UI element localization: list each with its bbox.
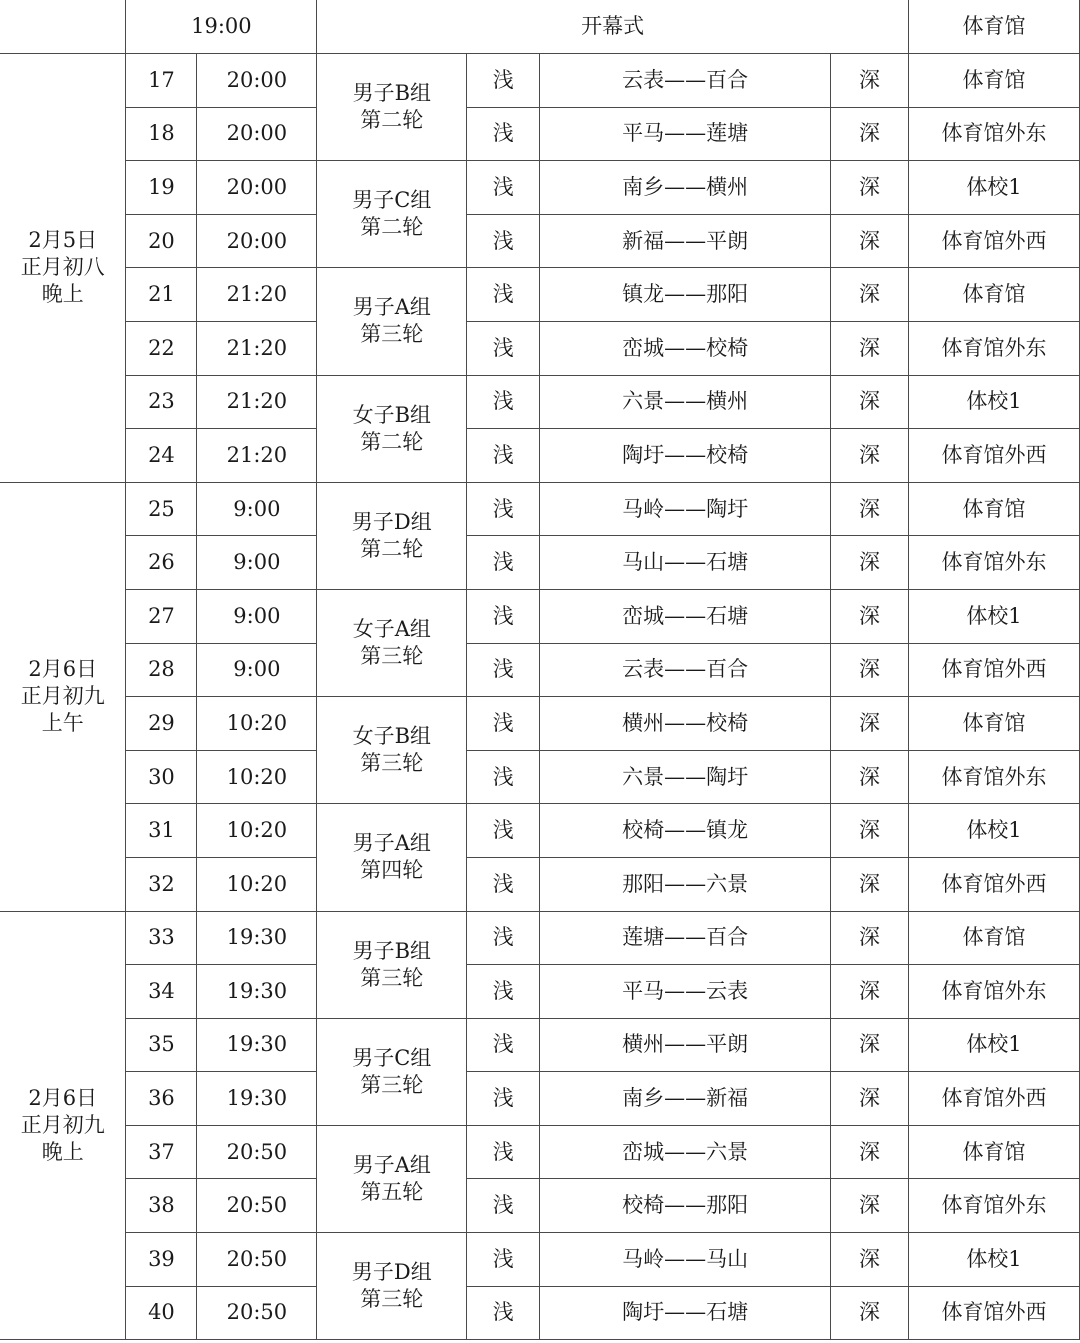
dark-jersey-mark: 深 xyxy=(831,375,909,429)
light-jersey-mark: 浅 xyxy=(467,1233,540,1287)
venue-cell: 体育馆 xyxy=(909,482,1080,536)
group-round-line: 第二轮 xyxy=(360,108,424,133)
group-round-cell xyxy=(317,1018,467,1125)
date-line: 晚上 xyxy=(41,282,84,307)
match-number: 35 xyxy=(126,1018,197,1072)
group-round-cell xyxy=(317,54,467,161)
dark-jersey-mark: 深 xyxy=(831,589,909,643)
venue-cell: 体育馆外东 xyxy=(909,107,1080,161)
dark-jersey-mark: 深 xyxy=(831,54,909,108)
match-time: 10:20 xyxy=(197,750,317,804)
light-jersey-mark: 浅 xyxy=(467,1018,540,1072)
dark-jersey-mark: 深 xyxy=(831,643,909,697)
light-jersey-mark: 浅 xyxy=(467,965,540,1019)
dark-jersey-mark: 深 xyxy=(831,482,909,536)
match-number: 21 xyxy=(126,268,197,322)
match-number: 36 xyxy=(126,1072,197,1126)
match-number: 18 xyxy=(126,107,197,161)
light-jersey-mark: 浅 xyxy=(467,214,540,268)
teams-cell: 平马——云表 xyxy=(540,965,831,1019)
match-time: 20:00 xyxy=(197,161,317,215)
group-round-line: 第三轮 xyxy=(360,751,424,776)
dark-jersey-mark: 深 xyxy=(831,161,909,215)
match-row xyxy=(0,804,1080,858)
match-time: 20:00 xyxy=(197,214,317,268)
venue-cell: 体育馆 xyxy=(909,54,1080,108)
light-jersey-mark: 浅 xyxy=(467,536,540,590)
match-time: 19:30 xyxy=(197,965,317,1019)
group-round-line: 第四轮 xyxy=(360,858,424,883)
group-round-line: 女子B组 xyxy=(352,402,432,427)
venue-cell: 体育馆外西 xyxy=(909,429,1080,483)
teams-cell: 那阳——六景 xyxy=(540,857,831,911)
dark-jersey-mark: 深 xyxy=(831,804,909,858)
teams-cell: 陶圩——校椅 xyxy=(540,429,831,483)
match-time: 20:50 xyxy=(197,1125,317,1179)
light-jersey-mark: 浅 xyxy=(467,321,540,375)
venue-cell: 体校1 xyxy=(909,375,1080,429)
match-row xyxy=(0,911,1080,965)
match-time: 20:00 xyxy=(197,54,317,108)
venue-cell: 体育馆外西 xyxy=(909,214,1080,268)
teams-cell: 校椅——镇龙 xyxy=(540,804,831,858)
match-number: 38 xyxy=(126,1179,197,1233)
venue-cell: 体育馆外东 xyxy=(909,965,1080,1019)
date-line: 晚上 xyxy=(41,1139,84,1164)
group-round-line: 男子A组 xyxy=(352,831,431,856)
group-round-line: 第三轮 xyxy=(360,1287,424,1312)
group-round-line: 男子D组 xyxy=(351,509,432,534)
light-jersey-mark: 浅 xyxy=(467,1072,540,1126)
dark-jersey-mark: 深 xyxy=(831,1233,909,1287)
teams-cell: 马岭——马山 xyxy=(540,1233,831,1287)
match-number: 23 xyxy=(126,375,197,429)
dark-jersey-mark: 深 xyxy=(831,857,909,911)
group-round-cell xyxy=(317,804,467,911)
group-round-line: 男子A组 xyxy=(352,1152,431,1177)
group-round-line: 男子B组 xyxy=(352,81,432,106)
date-cell xyxy=(0,482,126,911)
teams-cell: 六景——横州 xyxy=(540,375,831,429)
date-line: 2月6日 xyxy=(28,1085,98,1110)
match-number: 24 xyxy=(126,429,197,483)
light-jersey-mark: 浅 xyxy=(467,697,540,751)
match-number: 17 xyxy=(126,54,197,108)
match-number: 25 xyxy=(126,482,197,536)
match-row xyxy=(0,54,1080,108)
group-round-line: 男子D组 xyxy=(351,1260,432,1285)
venue-cell: 体育馆外西 xyxy=(909,1072,1080,1126)
match-time: 10:20 xyxy=(197,857,317,911)
teams-cell: 六景——陶圩 xyxy=(540,750,831,804)
venue-cell: 体育馆 xyxy=(909,1125,1080,1179)
date-line: 正月初九 xyxy=(20,1112,105,1137)
light-jersey-mark: 浅 xyxy=(467,643,540,697)
dark-jersey-mark: 深 xyxy=(831,429,909,483)
dark-jersey-mark: 深 xyxy=(831,750,909,804)
group-round-cell xyxy=(317,1233,467,1340)
venue-cell: 体育馆外西 xyxy=(909,643,1080,697)
venue-cell: 体育馆外西 xyxy=(909,1286,1080,1340)
group-round-line: 男子A组 xyxy=(352,295,431,320)
match-number: 30 xyxy=(126,750,197,804)
match-row xyxy=(0,643,1080,697)
match-number: 19 xyxy=(126,161,197,215)
match-time: 21:20 xyxy=(197,375,317,429)
teams-cell: 峦城——六景 xyxy=(540,1125,831,1179)
light-jersey-mark: 浅 xyxy=(467,911,540,965)
match-number: 26 xyxy=(126,536,197,590)
dark-jersey-mark: 深 xyxy=(831,1125,909,1179)
header-row xyxy=(0,0,1080,54)
light-jersey-mark: 浅 xyxy=(467,375,540,429)
dark-jersey-mark: 深 xyxy=(831,1072,909,1126)
dark-jersey-mark: 深 xyxy=(831,107,909,161)
light-jersey-mark: 浅 xyxy=(467,268,540,322)
match-time: 20:00 xyxy=(197,107,317,161)
group-round-cell xyxy=(317,375,467,482)
match-row xyxy=(0,1286,1080,1340)
match-time: 20:50 xyxy=(197,1286,317,1340)
match-time: 9:00 xyxy=(197,589,317,643)
group-round-line: 第三轮 xyxy=(360,965,424,990)
header-venue: 体育馆 xyxy=(909,0,1080,54)
date-cell xyxy=(0,911,126,1340)
date-line: 上午 xyxy=(41,711,84,736)
match-row xyxy=(0,589,1080,643)
match-number: 27 xyxy=(126,589,197,643)
teams-cell: 云表——百合 xyxy=(540,643,831,697)
venue-cell: 体育馆外东 xyxy=(909,1179,1080,1233)
date-line: 2月5日 xyxy=(28,228,98,253)
dark-jersey-mark: 深 xyxy=(831,1018,909,1072)
match-row xyxy=(0,1179,1080,1233)
group-round-cell xyxy=(317,268,467,375)
match-time: 20:50 xyxy=(197,1233,317,1287)
venue-cell: 体育馆外西 xyxy=(909,857,1080,911)
venue-cell: 体育馆 xyxy=(909,911,1080,965)
match-number: 31 xyxy=(126,804,197,858)
teams-cell: 莲塘——百合 xyxy=(540,911,831,965)
teams-cell: 镇龙——那阳 xyxy=(540,268,831,322)
match-row xyxy=(0,697,1080,751)
group-round-line: 女子A组 xyxy=(352,617,431,642)
group-round-line: 女子B组 xyxy=(352,724,432,749)
group-round-line: 第二轮 xyxy=(360,536,424,561)
match-row xyxy=(0,214,1080,268)
dark-jersey-mark: 深 xyxy=(831,536,909,590)
match-row xyxy=(0,375,1080,429)
header-blank-cell xyxy=(0,0,126,54)
teams-cell: 峦城——校椅 xyxy=(540,321,831,375)
venue-cell: 体育馆外东 xyxy=(909,536,1080,590)
venue-cell: 体校1 xyxy=(909,589,1080,643)
match-row xyxy=(0,1125,1080,1179)
venue-cell: 体校1 xyxy=(909,1233,1080,1287)
group-round-cell xyxy=(317,1125,467,1232)
date-line: 2月6日 xyxy=(28,657,98,682)
teams-cell: 平马——莲塘 xyxy=(540,107,831,161)
match-number: 39 xyxy=(126,1233,197,1287)
venue-cell: 体育馆外东 xyxy=(909,321,1080,375)
light-jersey-mark: 浅 xyxy=(467,750,540,804)
match-row xyxy=(0,965,1080,1019)
group-round-line: 男子C组 xyxy=(352,188,432,213)
venue-cell: 体校1 xyxy=(909,804,1080,858)
match-time: 10:20 xyxy=(197,697,317,751)
group-round-line: 第三轮 xyxy=(360,322,424,347)
teams-cell: 峦城——石塘 xyxy=(540,589,831,643)
light-jersey-mark: 浅 xyxy=(467,804,540,858)
group-round-cell xyxy=(317,589,467,696)
dark-jersey-mark: 深 xyxy=(831,268,909,322)
match-number: 37 xyxy=(126,1125,197,1179)
venue-cell: 体育馆 xyxy=(909,697,1080,751)
match-row xyxy=(0,536,1080,590)
teams-cell: 陶圩——石塘 xyxy=(540,1286,831,1340)
light-jersey-mark: 浅 xyxy=(467,1125,540,1179)
header-event: 开幕式 xyxy=(317,0,909,54)
group-round-line: 男子C组 xyxy=(352,1045,432,1070)
group-round-line: 第二轮 xyxy=(360,429,424,454)
match-row xyxy=(0,107,1080,161)
match-row xyxy=(0,1233,1080,1287)
group-round-line: 第二轮 xyxy=(360,215,424,240)
date-cell xyxy=(0,54,126,483)
match-row xyxy=(0,429,1080,483)
match-time: 9:00 xyxy=(197,482,317,536)
match-time: 10:20 xyxy=(197,804,317,858)
light-jersey-mark: 浅 xyxy=(467,1179,540,1233)
group-round-cell xyxy=(317,911,467,1018)
match-number: 20 xyxy=(126,214,197,268)
group-round-cell xyxy=(317,697,467,804)
group-round-line: 第三轮 xyxy=(360,1072,424,1097)
dark-jersey-mark: 深 xyxy=(831,1179,909,1233)
match-row xyxy=(0,161,1080,215)
match-row xyxy=(0,857,1080,911)
header-time: 19:00 xyxy=(126,0,317,54)
dark-jersey-mark: 深 xyxy=(831,697,909,751)
match-time: 21:20 xyxy=(197,321,317,375)
light-jersey-mark: 浅 xyxy=(467,107,540,161)
dark-jersey-mark: 深 xyxy=(831,965,909,1019)
match-time: 9:00 xyxy=(197,643,317,697)
match-number: 22 xyxy=(126,321,197,375)
dark-jersey-mark: 深 xyxy=(831,911,909,965)
teams-cell: 横州——校椅 xyxy=(540,697,831,751)
match-row xyxy=(0,321,1080,375)
match-row xyxy=(0,482,1080,536)
match-time: 21:20 xyxy=(197,429,317,483)
match-row xyxy=(0,750,1080,804)
light-jersey-mark: 浅 xyxy=(467,589,540,643)
venue-cell: 体育馆外东 xyxy=(909,750,1080,804)
match-row xyxy=(0,1072,1080,1126)
teams-cell: 横州——平朗 xyxy=(540,1018,831,1072)
teams-cell: 云表——百合 xyxy=(540,54,831,108)
group-round-cell xyxy=(317,482,467,589)
teams-cell: 校椅——那阳 xyxy=(540,1179,831,1233)
match-time: 9:00 xyxy=(197,536,317,590)
venue-cell: 体校1 xyxy=(909,161,1080,215)
match-time: 20:50 xyxy=(197,1179,317,1233)
match-time: 19:30 xyxy=(197,1072,317,1126)
match-number: 28 xyxy=(126,643,197,697)
teams-cell: 南乡——横州 xyxy=(540,161,831,215)
teams-cell: 新福——平朗 xyxy=(540,214,831,268)
dark-jersey-mark: 深 xyxy=(831,214,909,268)
match-row xyxy=(0,1018,1080,1072)
group-round-line: 男子B组 xyxy=(352,938,432,963)
venue-cell: 体校1 xyxy=(909,1018,1080,1072)
teams-cell: 马山——石塘 xyxy=(540,536,831,590)
light-jersey-mark: 浅 xyxy=(467,1286,540,1340)
group-round-cell xyxy=(317,161,467,268)
match-number: 32 xyxy=(126,857,197,911)
venue-cell: 体育馆 xyxy=(909,268,1080,322)
dark-jersey-mark: 深 xyxy=(831,321,909,375)
match-number: 40 xyxy=(126,1286,197,1340)
match-row xyxy=(0,268,1080,322)
light-jersey-mark: 浅 xyxy=(467,161,540,215)
dark-jersey-mark: 深 xyxy=(831,1286,909,1340)
match-time: 19:30 xyxy=(197,911,317,965)
teams-cell: 南乡——新福 xyxy=(540,1072,831,1126)
match-number: 33 xyxy=(126,911,197,965)
teams-cell: 马岭——陶圩 xyxy=(540,482,831,536)
light-jersey-mark: 浅 xyxy=(467,857,540,911)
match-time: 19:30 xyxy=(197,1018,317,1072)
date-line: 正月初九 xyxy=(20,684,105,709)
light-jersey-mark: 浅 xyxy=(467,54,540,108)
group-round-line: 第五轮 xyxy=(360,1179,424,1204)
group-round-line: 第三轮 xyxy=(360,644,424,669)
match-time: 21:20 xyxy=(197,268,317,322)
match-number: 34 xyxy=(126,965,197,1019)
light-jersey-mark: 浅 xyxy=(467,429,540,483)
match-number: 29 xyxy=(126,697,197,751)
light-jersey-mark: 浅 xyxy=(467,482,540,536)
date-line: 正月初八 xyxy=(20,255,105,280)
